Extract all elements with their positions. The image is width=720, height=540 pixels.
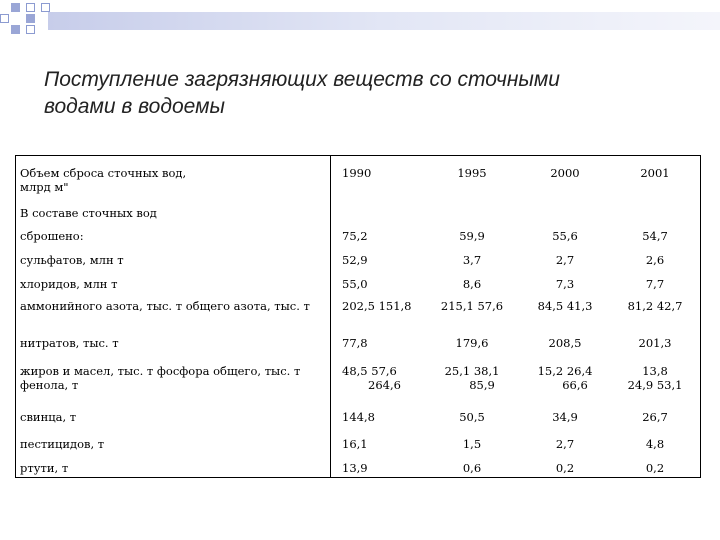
row-label: нитратов, тыс. т (20, 336, 119, 350)
section-label: В составе сточных вод (20, 206, 157, 220)
row-value-1990: 55,0 (342, 277, 368, 291)
deco-square (26, 14, 35, 23)
row-value-2000-line-1: 15,2 26,4 (537, 364, 593, 378)
row-value-2000: 7,3 (555, 277, 575, 291)
deco-square (26, 25, 35, 34)
deco-square (11, 25, 20, 34)
row-value-1990: 16,1 (342, 437, 368, 451)
row-value-1990: 202,5 151,8 (342, 299, 412, 313)
row-value-2000: 208,5 (548, 336, 582, 350)
table-column-divider (330, 155, 331, 478)
row-label-line-1: жиров и масел, тыс. т фосфора общего, тыс. т (20, 364, 301, 378)
row-value-1990: 77,8 (342, 336, 368, 350)
row-value-1990-line-2: 264,6 (368, 378, 401, 392)
title-line-1: Поступление загрязняющих веществ со сточными (44, 68, 560, 91)
row-value-1990: 13,9 (342, 461, 368, 475)
row-value-2001: 4,8 (645, 437, 665, 451)
row-value-1995: 59,9 (459, 229, 485, 243)
header-year-1995: 1995 (457, 166, 487, 180)
row-label: свинца, т (20, 410, 77, 424)
row-value-2001: 2,6 (645, 253, 665, 267)
row-label: ртути, т (20, 461, 69, 475)
row-label-line-2: фенола, т (20, 378, 79, 392)
row-value-2001: 81,2 42,7 (627, 299, 683, 313)
header-label-line-1: Объем сброса сточных вод, (20, 166, 187, 180)
row-value-2001-line-2: 24,9 53,1 (627, 378, 683, 392)
row-value-2000: 2,7 (555, 253, 575, 267)
row-value-2001-line-1: 13,8 (642, 364, 668, 378)
row-value-2001: 54,7 (642, 229, 668, 243)
row-value-2000: 55,6 (552, 229, 578, 243)
row-value-1995-line-1: 25,1 38,1 (444, 364, 500, 378)
row-value-2000: 0,2 (555, 461, 575, 475)
row-value-1990-line-1: 48,5 57,6 (342, 364, 397, 378)
row-value-1995: 3,7 (462, 253, 482, 267)
deco-square (41, 3, 50, 12)
row-value-1995: 50,5 (459, 410, 485, 424)
row-value-1995: 1,5 (462, 437, 482, 451)
row-label: аммонийного азота, тыс. т общего азота, тыс. т (20, 299, 310, 313)
row-label: хлоридов, млн т (20, 277, 118, 291)
row-value-2000: 2,7 (555, 437, 575, 451)
row-value-1995: 215,1 57,6 (440, 299, 504, 313)
header-year-2000: 2000 (550, 166, 580, 180)
header-label-line-2: млрд м" (20, 180, 69, 194)
header-year-2001: 2001 (640, 166, 670, 180)
row-value-2000: 84,5 41,3 (537, 299, 593, 313)
row-value-1995: 179,6 (455, 336, 489, 350)
row-value-1990: 144,8 (342, 410, 375, 424)
row-value-2001: 26,7 (642, 410, 668, 424)
data-table (15, 155, 701, 478)
header-gradient-bar (48, 12, 720, 30)
row-value-1995: 0,6 (462, 461, 482, 475)
row-value-2001: 7,7 (645, 277, 665, 291)
row-value-1995: 8,6 (462, 277, 482, 291)
row-label: пестицидов, т (20, 437, 105, 451)
row-value-1990: 75,2 (342, 229, 368, 243)
deco-square (0, 14, 9, 23)
row-label: сброшено: (20, 229, 84, 243)
deco-square (11, 3, 20, 12)
row-value-2000: 34,9 (552, 410, 578, 424)
row-value-2001: 0,2 (645, 461, 665, 475)
slide-title (44, 66, 684, 120)
row-value-1990: 52,9 (342, 253, 368, 267)
header-year-1990: 1990 (342, 166, 372, 180)
row-value-2000-line-2: 66,6 (562, 378, 588, 392)
row-label: сульфатов, млн т (20, 253, 124, 267)
title-line-2: водами в водоемы (44, 95, 225, 118)
deco-square (26, 3, 35, 12)
row-value-2001: 201,3 (638, 336, 672, 350)
row-value-1995-line-2: 85,9 (469, 378, 495, 392)
